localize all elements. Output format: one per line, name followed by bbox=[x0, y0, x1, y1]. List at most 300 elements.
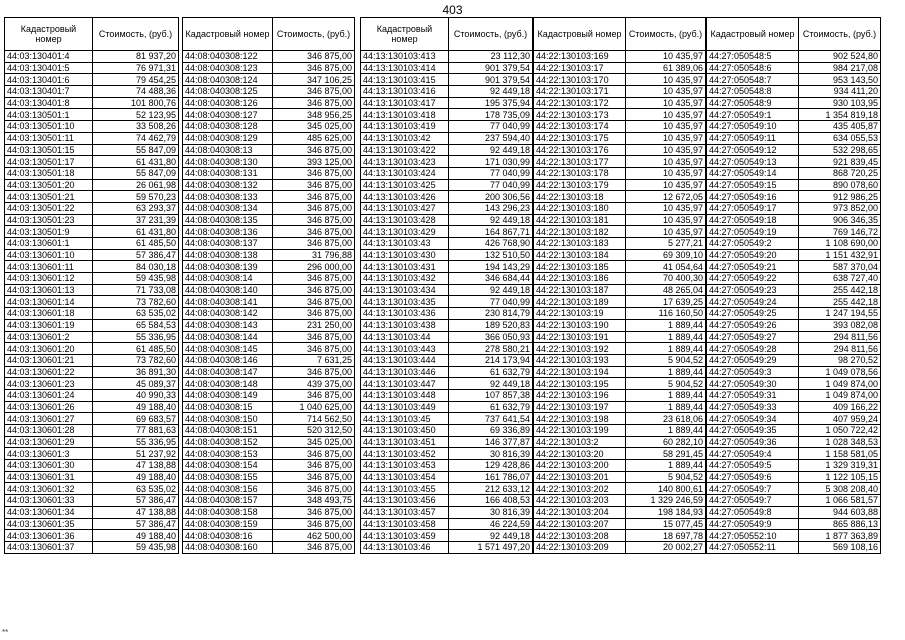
cadastral-number-cell: 44:27:050549:28 bbox=[707, 343, 799, 355]
table-row bbox=[534, 483, 706, 495]
table-row bbox=[183, 121, 355, 133]
cadastral-number-cell: 44:03:130601:34 bbox=[5, 506, 93, 518]
cadastral-number-cell: 44:27:050549:34 bbox=[707, 413, 799, 425]
cadastral-number-cell: 44:13:130103:44 bbox=[361, 331, 449, 343]
table-row bbox=[361, 156, 533, 168]
cadastral-number-cell: 44:27:050549:31 bbox=[707, 389, 799, 401]
table-row bbox=[361, 413, 533, 425]
cadastral-number-cell: 44:27:050549:15 bbox=[707, 179, 799, 191]
cadastral-number-cell: 44:27:050549:14 bbox=[707, 167, 799, 179]
cost-cell: 194 143,29 bbox=[449, 261, 533, 273]
table-row bbox=[361, 483, 533, 495]
table-row bbox=[361, 249, 533, 261]
table-row bbox=[5, 226, 179, 238]
table-row bbox=[707, 296, 881, 308]
cadastral-number-cell: 44:03:130401:5 bbox=[5, 62, 93, 74]
cadastral-number-cell: 44:03:130501:18 bbox=[5, 167, 93, 179]
cadastral-number-cell: 44:27:050548:7 bbox=[707, 74, 799, 86]
cost-cell: 79 454,25 bbox=[93, 74, 179, 86]
table-row bbox=[534, 226, 706, 238]
cadastral-number-cell: 44:03:130601:30 bbox=[5, 460, 93, 472]
table-row bbox=[183, 214, 355, 226]
cadastral-number-cell: 44:13:130103:429 bbox=[361, 226, 449, 238]
cost-cell: 346 875,00 bbox=[273, 238, 355, 250]
cost-cell: 345 025,00 bbox=[273, 121, 355, 133]
cost-cell: 393 125,00 bbox=[273, 156, 355, 168]
cost-cell: 10 435,97 bbox=[626, 132, 706, 144]
cost-cell: 10 435,97 bbox=[626, 226, 706, 238]
cost-cell: 868 720,25 bbox=[799, 167, 881, 179]
cost-cell: 1 122 105,15 bbox=[799, 471, 881, 483]
cost-cell: 71 733,08 bbox=[93, 284, 179, 296]
table-header-row bbox=[361, 18, 533, 51]
cost-cell: 435 405,87 bbox=[799, 121, 881, 133]
cadastral-number-cell: 44:13:130103:455 bbox=[361, 483, 449, 495]
cost-cell: 5 308 208,40 bbox=[799, 483, 881, 495]
cadastral-number-cell: 44:13:130103:415 bbox=[361, 74, 449, 86]
cost-cell: 346 875,00 bbox=[273, 343, 355, 355]
table-row bbox=[5, 378, 179, 390]
table-row bbox=[707, 62, 881, 74]
cost-cell: 48 265,04 bbox=[626, 284, 706, 296]
cost-cell: 426 768,90 bbox=[449, 238, 533, 250]
cost-cell: 346 875,00 bbox=[273, 518, 355, 530]
cadastral-number-cell: 44:08:040308:138 bbox=[183, 249, 273, 261]
cadastral-number-cell: 44:13:130103:426 bbox=[361, 191, 449, 203]
cadastral-number-cell: 44:27:050548:6 bbox=[707, 62, 799, 74]
cost-cell: 346 875,00 bbox=[273, 471, 355, 483]
table-row bbox=[5, 167, 179, 179]
cost-cell: 166 408,53 bbox=[449, 495, 533, 507]
table-row bbox=[707, 530, 881, 542]
table-row bbox=[534, 506, 706, 518]
cadastral-number-cell: 44:22:130103:186 bbox=[534, 273, 626, 285]
cadastral-number-cell: 44:03:130601:35 bbox=[5, 518, 93, 530]
table-row bbox=[361, 51, 533, 63]
table-row bbox=[534, 389, 706, 401]
cost-cell: 74 488,36 bbox=[93, 86, 179, 98]
cost-cell: 346 875,00 bbox=[273, 226, 355, 238]
table-row bbox=[707, 343, 881, 355]
table-row bbox=[183, 483, 355, 495]
cost-cell: 346 875,00 bbox=[273, 366, 355, 378]
cadastral-number-cell: 44:08:040308:126 bbox=[183, 97, 273, 109]
cadastral-number-cell: 44:27:050549:9 bbox=[707, 518, 799, 530]
cost-cell: 346 875,00 bbox=[273, 541, 355, 553]
cadastral-number-cell: 44:13:130103:414 bbox=[361, 62, 449, 74]
cadastral-number-cell: 44:22:130103:190 bbox=[534, 319, 626, 331]
cost-cell: 1 889,44 bbox=[626, 343, 706, 355]
table-row bbox=[361, 97, 533, 109]
cost-cell: 294 811,56 bbox=[799, 331, 881, 343]
header-cadastral-number: Кадастровый номер bbox=[183, 18, 273, 51]
cost-table-4 bbox=[533, 17, 706, 554]
table-row bbox=[707, 238, 881, 250]
cost-cell: 47 138,88 bbox=[93, 506, 179, 518]
cadastral-number-cell: 44:22:130103:172 bbox=[534, 97, 626, 109]
table-row bbox=[707, 378, 881, 390]
cost-cell: 49 188,40 bbox=[93, 530, 179, 542]
cost-cell: 278 580,21 bbox=[449, 343, 533, 355]
cost-cell: 41 054,64 bbox=[626, 261, 706, 273]
cost-cell: 1 571 497,20 bbox=[449, 541, 533, 553]
cost-table-3 bbox=[360, 17, 533, 554]
cadastral-number-cell: 44:03:130601:26 bbox=[5, 401, 93, 413]
cost-cell: 255 442,18 bbox=[799, 296, 881, 308]
cadastral-number-cell: 44:03:130601:24 bbox=[5, 389, 93, 401]
cadastral-number-cell: 44:27:050549:21 bbox=[707, 261, 799, 273]
table-row bbox=[707, 401, 881, 413]
cadastral-number-cell: 44:27:050549:10 bbox=[707, 121, 799, 133]
table-row bbox=[183, 425, 355, 437]
cost-cell: 57 386,47 bbox=[93, 518, 179, 530]
cadastral-number-cell: 44:03:130501:22 bbox=[5, 202, 93, 214]
cadastral-number-cell: 44:13:130103:453 bbox=[361, 460, 449, 472]
cadastral-number-cell: 44:27:050549:18 bbox=[707, 214, 799, 226]
table-row bbox=[361, 436, 533, 448]
table-row bbox=[534, 319, 706, 331]
cadastral-number-cell: 44:08:040308:154 bbox=[183, 460, 273, 472]
table-row bbox=[5, 132, 179, 144]
cost-cell: 17 639,25 bbox=[626, 296, 706, 308]
cost-cell: 1 108 690,00 bbox=[799, 238, 881, 250]
table-row bbox=[534, 156, 706, 168]
cadastral-number-cell: 44:13:130103:419 bbox=[361, 121, 449, 133]
table-row bbox=[5, 202, 179, 214]
table-row bbox=[183, 401, 355, 413]
cadastral-number-cell: 44:08:040308:13 bbox=[183, 144, 273, 156]
cadastral-number-cell: 44:13:130103:448 bbox=[361, 389, 449, 401]
table-row bbox=[361, 425, 533, 437]
cost-cell: 902 524,80 bbox=[799, 51, 881, 63]
cost-cell: 520 312,50 bbox=[273, 425, 355, 437]
cadastral-number-cell: 44:22:130103:17 bbox=[534, 62, 626, 74]
cadastral-number-cell: 44:27:050549:22 bbox=[707, 273, 799, 285]
table-row bbox=[183, 308, 355, 320]
cadastral-number-cell: 44:13:130103:456 bbox=[361, 495, 449, 507]
cadastral-number-cell: 44:08:040308:133 bbox=[183, 191, 273, 203]
table-row bbox=[183, 179, 355, 191]
table-row bbox=[534, 97, 706, 109]
cost-cell: 5 904,52 bbox=[626, 354, 706, 366]
table-row bbox=[5, 261, 179, 273]
cost-cell: 92 449,18 bbox=[449, 530, 533, 542]
table-row bbox=[361, 238, 533, 250]
table-row bbox=[534, 86, 706, 98]
cadastral-number-cell: 44:03:130601:21 bbox=[5, 354, 93, 366]
cadastral-number-cell: 44:13:130103:444 bbox=[361, 354, 449, 366]
cadastral-number-cell: 44:08:040308:160 bbox=[183, 541, 273, 553]
table-row bbox=[5, 495, 179, 507]
cost-cell: 69 683,57 bbox=[93, 413, 179, 425]
cost-cell: 10 435,97 bbox=[626, 109, 706, 121]
table-row bbox=[707, 191, 881, 203]
cadastral-number-cell: 44:27:050549:36 bbox=[707, 436, 799, 448]
cadastral-number-cell: 44:03:130601:28 bbox=[5, 425, 93, 437]
cadastral-number-cell: 44:27:050549:8 bbox=[707, 506, 799, 518]
cost-cell: 294 811,56 bbox=[799, 343, 881, 355]
cadastral-number-cell: 44:13:130103:450 bbox=[361, 425, 449, 437]
table-row bbox=[361, 389, 533, 401]
cadastral-number-cell: 44:08:040308:134 bbox=[183, 202, 273, 214]
cost-cell: 346 875,00 bbox=[273, 389, 355, 401]
cost-cell: 63 535,02 bbox=[93, 308, 179, 320]
cadastral-number-cell: 44:03:130601:22 bbox=[5, 366, 93, 378]
cadastral-number-cell: 44:22:130103:178 bbox=[534, 167, 626, 179]
cost-cell: 92 449,18 bbox=[449, 284, 533, 296]
cadastral-number-cell: 44:08:040308:15 bbox=[183, 401, 273, 413]
cadastral-number-cell: 44:08:040308:144 bbox=[183, 331, 273, 343]
table-row bbox=[5, 296, 179, 308]
cost-cell: 638 727,40 bbox=[799, 273, 881, 285]
table-row bbox=[5, 121, 179, 133]
cost-cell: 346 875,00 bbox=[273, 51, 355, 63]
cost-cell: 569 108,16 bbox=[799, 541, 881, 553]
cost-cell: 46 224,59 bbox=[449, 518, 533, 530]
cadastral-number-cell: 44:03:130601:19 bbox=[5, 319, 93, 331]
cost-cell: 132 510,50 bbox=[449, 249, 533, 261]
table-row bbox=[183, 541, 355, 553]
table-row bbox=[361, 331, 533, 343]
table-row bbox=[5, 273, 179, 285]
cost-cell: 77 040,99 bbox=[449, 167, 533, 179]
table-row bbox=[361, 471, 533, 483]
table-row bbox=[707, 74, 881, 86]
cost-cell: 345 025,00 bbox=[273, 436, 355, 448]
cadastral-number-cell: 44:08:040308:141 bbox=[183, 296, 273, 308]
cost-cell: 346 875,00 bbox=[273, 284, 355, 296]
cost-cell: 23 112,30 bbox=[449, 51, 533, 63]
table-row bbox=[534, 191, 706, 203]
table-row bbox=[5, 191, 179, 203]
cost-cell: 81 937,20 bbox=[93, 51, 179, 63]
table-row bbox=[5, 425, 179, 437]
cost-cell: 84 030,18 bbox=[93, 261, 179, 273]
table-row bbox=[361, 62, 533, 74]
cost-cell: 171 030,99 bbox=[449, 156, 533, 168]
cost-table-5 bbox=[706, 17, 881, 554]
table-row bbox=[707, 202, 881, 214]
cadastral-number-cell: 44:22:130103:177 bbox=[534, 156, 626, 168]
cadastral-number-cell: 44:08:040308:142 bbox=[183, 308, 273, 320]
table-row bbox=[361, 343, 533, 355]
cadastral-number-cell: 44:08:040308:140 bbox=[183, 284, 273, 296]
cost-cell: 92 449,18 bbox=[449, 144, 533, 156]
table-row bbox=[183, 249, 355, 261]
cadastral-number-cell: 44:13:130103:436 bbox=[361, 308, 449, 320]
cadastral-number-cell: 44:27:050549:27 bbox=[707, 331, 799, 343]
cost-cell: 212 633,12 bbox=[449, 483, 533, 495]
cost-cell: 1 889,44 bbox=[626, 401, 706, 413]
table-row bbox=[707, 273, 881, 285]
cost-cell: 346 875,00 bbox=[273, 214, 355, 226]
cost-cell: 346 875,00 bbox=[273, 273, 355, 285]
cadastral-number-cell: 44:27:050549:16 bbox=[707, 191, 799, 203]
cadastral-number-cell: 44:08:040308:137 bbox=[183, 238, 273, 250]
cost-cell: 1 049 874,00 bbox=[799, 378, 881, 390]
cost-cell: 36 891,30 bbox=[93, 366, 179, 378]
cadastral-number-cell: 44:03:130501:21 bbox=[5, 191, 93, 203]
cost-cell: 18 697,78 bbox=[626, 530, 706, 542]
cadastral-number-cell: 44:27:050552:11 bbox=[707, 541, 799, 553]
cost-cell: 1 028 348,53 bbox=[799, 436, 881, 448]
cost-cell: 10 435,97 bbox=[626, 167, 706, 179]
cost-cell: 77 040,99 bbox=[449, 121, 533, 133]
table-row bbox=[534, 214, 706, 226]
cost-cell: 178 735,09 bbox=[449, 109, 533, 121]
table-row bbox=[5, 506, 179, 518]
table-row bbox=[707, 121, 881, 133]
cadastral-number-cell: 44:08:040308:128 bbox=[183, 121, 273, 133]
cadastral-number-cell: 44:27:050548:5 bbox=[707, 51, 799, 63]
cadastral-number-cell: 44:27:050549:26 bbox=[707, 319, 799, 331]
cadastral-number-cell: 44:08:040308:124 bbox=[183, 74, 273, 86]
table-row bbox=[183, 378, 355, 390]
cadastral-number-cell: 44:08:040308:157 bbox=[183, 495, 273, 507]
table-row bbox=[361, 354, 533, 366]
cadastral-number-cell: 44:13:130103:413 bbox=[361, 51, 449, 63]
cost-cell: 1 877 363,89 bbox=[799, 530, 881, 542]
cost-cell: 346 875,00 bbox=[273, 296, 355, 308]
cost-cell: 198 184,93 bbox=[626, 506, 706, 518]
table-row bbox=[5, 308, 179, 320]
cadastral-number-cell: 44:08:040308:156 bbox=[183, 483, 273, 495]
cost-cell: 1 049 874,00 bbox=[799, 389, 881, 401]
cost-cell: 346 875,00 bbox=[273, 179, 355, 191]
table-row bbox=[534, 144, 706, 156]
cost-cell: 346 684,44 bbox=[449, 273, 533, 285]
cadastral-number-cell: 44:13:130103:46 bbox=[361, 541, 449, 553]
cost-cell: 5 904,52 bbox=[626, 471, 706, 483]
cost-cell: 532 298,65 bbox=[799, 144, 881, 156]
table-row bbox=[707, 308, 881, 320]
cost-cell: 59 570,23 bbox=[93, 191, 179, 203]
cost-cell: 1 889,44 bbox=[626, 319, 706, 331]
cost-cell: 393 082,08 bbox=[799, 319, 881, 331]
table-row bbox=[361, 530, 533, 542]
cost-cell: 934 411,20 bbox=[799, 86, 881, 98]
header-cost: Стоимость, (руб.) bbox=[93, 18, 179, 51]
table-row bbox=[5, 401, 179, 413]
cadastral-number-cell: 44:13:130103:430 bbox=[361, 249, 449, 261]
cost-cell: 140 800,61 bbox=[626, 483, 706, 495]
cost-cell: 901 379,54 bbox=[449, 74, 533, 86]
table-row bbox=[183, 51, 355, 63]
table-row bbox=[361, 132, 533, 144]
cost-cell: 1 040 625,00 bbox=[273, 401, 355, 413]
cadastral-number-cell: 44:27:050549:19 bbox=[707, 226, 799, 238]
cost-cell: 462 500,00 bbox=[273, 530, 355, 542]
table-row bbox=[5, 354, 179, 366]
table-row bbox=[707, 86, 881, 98]
cadastral-number-cell: 44:13:130103:457 bbox=[361, 506, 449, 518]
table-row bbox=[183, 389, 355, 401]
cost-cell: 61 485,50 bbox=[93, 343, 179, 355]
cost-cell: 1 247 194,55 bbox=[799, 308, 881, 320]
cadastral-number-cell: 44:08:040308:158 bbox=[183, 506, 273, 518]
cadastral-number-cell: 44:22:130103:181 bbox=[534, 214, 626, 226]
table-row bbox=[534, 343, 706, 355]
cost-cell: 164 867,71 bbox=[449, 226, 533, 238]
table-row bbox=[361, 448, 533, 460]
table-row bbox=[5, 86, 179, 98]
cost-cell: 346 875,00 bbox=[273, 308, 355, 320]
cadastral-number-cell: 44:22:130103:199 bbox=[534, 425, 626, 437]
cadastral-number-cell: 44:27:050549:4 bbox=[707, 448, 799, 460]
cost-cell: 1 889,44 bbox=[626, 460, 706, 472]
cost-cell: 346 875,00 bbox=[273, 191, 355, 203]
table-row bbox=[707, 495, 881, 507]
cadastral-number-cell: 44:08:040308:148 bbox=[183, 378, 273, 390]
cadastral-number-cell: 44:22:130103:184 bbox=[534, 249, 626, 261]
cost-cell: 74 462,79 bbox=[93, 132, 179, 144]
cadastral-number-cell: 44:03:130501:9 bbox=[5, 226, 93, 238]
cadastral-number-cell: 44:13:130103:422 bbox=[361, 144, 449, 156]
cadastral-number-cell: 44:22:130103:193 bbox=[534, 354, 626, 366]
table-row bbox=[707, 179, 881, 191]
cadastral-number-cell: 44:22:130103:194 bbox=[534, 366, 626, 378]
cost-cell: 55 336,95 bbox=[93, 331, 179, 343]
cadastral-number-cell: 44:13:130103:458 bbox=[361, 518, 449, 530]
table-row bbox=[707, 284, 881, 296]
cadastral-number-cell: 44:22:130103:176 bbox=[534, 144, 626, 156]
cost-cell: 23 618,06 bbox=[626, 413, 706, 425]
cost-cell: 92 449,18 bbox=[449, 214, 533, 226]
table-row bbox=[707, 51, 881, 63]
cadastral-number-cell: 44:27:050552:10 bbox=[707, 530, 799, 542]
table-row bbox=[5, 530, 179, 542]
cost-cell: 12 672,05 bbox=[626, 191, 706, 203]
cadastral-number-cell: 44:13:130103:434 bbox=[361, 284, 449, 296]
cadastral-number-cell: 44:13:130103:449 bbox=[361, 401, 449, 413]
cost-cell: 1 889,44 bbox=[626, 366, 706, 378]
table-row bbox=[534, 261, 706, 273]
cadastral-number-cell: 44:22:130103:195 bbox=[534, 378, 626, 390]
table-row bbox=[534, 378, 706, 390]
cadastral-number-cell: 44:08:040308:16 bbox=[183, 530, 273, 542]
cadastral-number-cell: 44:08:040308:153 bbox=[183, 448, 273, 460]
cost-cell: 10 435,97 bbox=[626, 214, 706, 226]
table-row bbox=[183, 343, 355, 355]
cost-cell: 10 435,97 bbox=[626, 74, 706, 86]
cadastral-number-cell: 44:03:130601:12 bbox=[5, 273, 93, 285]
table-row bbox=[361, 308, 533, 320]
cadastral-number-cell: 44:08:040308:127 bbox=[183, 109, 273, 121]
cadastral-number-cell: 44:13:130103:427 bbox=[361, 202, 449, 214]
table-row bbox=[183, 144, 355, 156]
table-row bbox=[5, 518, 179, 530]
cadastral-number-cell: 44:27:050549:30 bbox=[707, 378, 799, 390]
cost-cell: 346 875,00 bbox=[273, 331, 355, 343]
cost-cell: 346 875,00 bbox=[273, 62, 355, 74]
cost-cell: 61 431,80 bbox=[93, 156, 179, 168]
cost-cell: 116 160,50 bbox=[626, 308, 706, 320]
table-row bbox=[707, 483, 881, 495]
cadastral-number-cell: 44:22:130103:203 bbox=[534, 495, 626, 507]
cost-cell: 73 782,60 bbox=[93, 354, 179, 366]
cadastral-number-cell: 44:03:130501:23 bbox=[5, 214, 93, 226]
cost-cell: 49 188,40 bbox=[93, 401, 179, 413]
cadastral-number-cell: 44:22:130103:191 bbox=[534, 331, 626, 343]
cost-cell: 407 959,24 bbox=[799, 413, 881, 425]
table-row bbox=[707, 331, 881, 343]
cadastral-number-cell: 44:08:040308:129 bbox=[183, 132, 273, 144]
cost-cell: 10 435,97 bbox=[626, 202, 706, 214]
table-row bbox=[5, 179, 179, 191]
table-row bbox=[183, 448, 355, 460]
cadastral-number-cell: 44:27:050549:3 bbox=[707, 366, 799, 378]
cost-cell: 1 049 078,56 bbox=[799, 366, 881, 378]
